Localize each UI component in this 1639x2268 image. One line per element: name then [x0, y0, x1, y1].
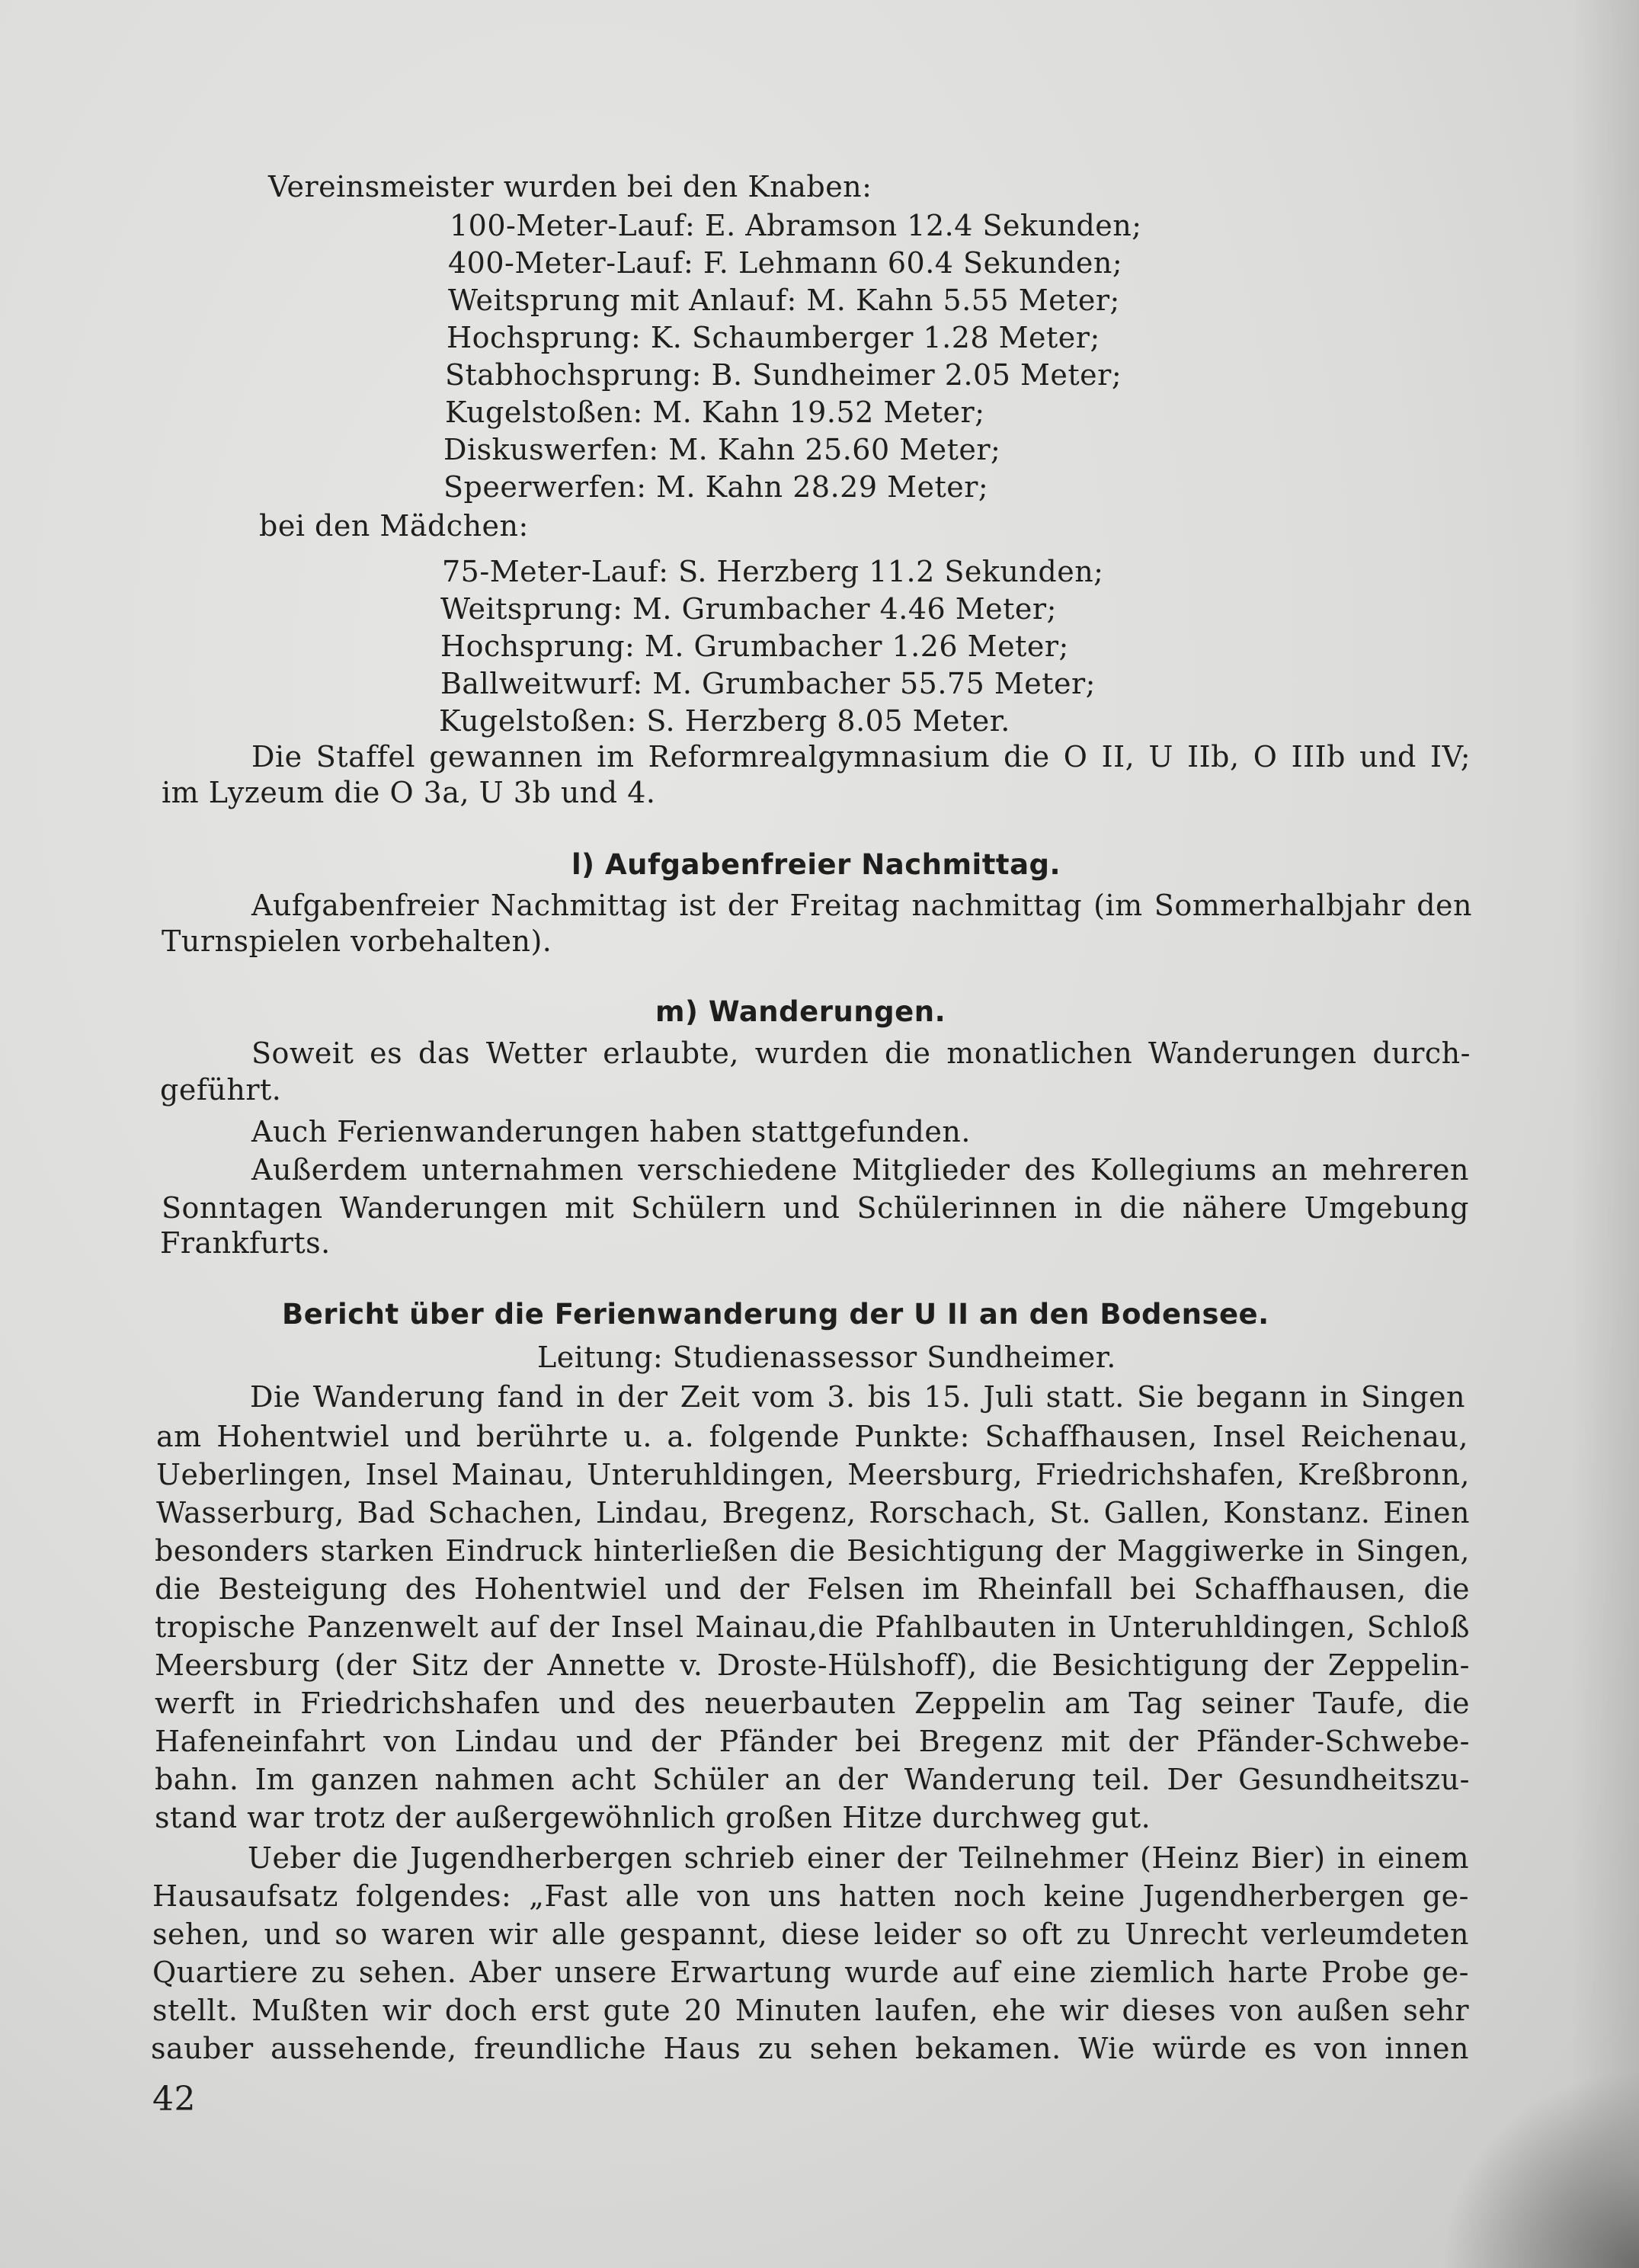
boys-result-shot-put: Kugelstoßen: M. Kahn 19.52 Meter; — [445, 396, 985, 429]
girls-intro: bei den Mädchen: — [259, 509, 529, 543]
report-line-9: werft in Friedrichshafen und des neuerbauten Zeppelin am Tag seiner Taufe, die — [155, 1687, 1470, 1720]
section-l-heading: l) Aufgabenfreier Nachmittag. — [571, 848, 1061, 881]
boys-intro: Vereinsmeister wurden bei den Knaben: — [268, 170, 872, 203]
section-m-line-6: Frankfurts. — [160, 1226, 331, 1260]
boys-result-long-jump: Weitsprung mit Anlauf: M. Kahn 5.55 Meter; — [448, 284, 1120, 317]
report-line-4: Wasserburg, Bad Schachen, Lindau, Bregenz, Rorschach, St. Gallen, Konstanz. Einen — [156, 1496, 1470, 1530]
section-m-heading: m) Wanderungen. — [655, 995, 946, 1028]
report-line-3: Ueberlingen, Insel Mainau, Unteruhldingen, Meersburg, Friedrichshafen, Kreßbronn, — [156, 1458, 1470, 1491]
report-line-6: die Besteigung des Hohentwiel und der Felsen im Rheinfall bei Schaffhausen, die — [155, 1572, 1470, 1606]
girls-result-long-jump: Weitsprung: M. Grumbacher 4.46 Meter; — [440, 592, 1057, 626]
report-line-1: Die Wanderung fand in der Zeit vom 3. bis 15. Juli statt. Sie begann in Singen — [250, 1380, 1465, 1414]
relay-line-2: im Lyzeum die O 3a, U 3b und 4. — [162, 776, 656, 809]
report-line-12: stand war trotz der außergewöhnlich großen Hitze durchweg gut. — [155, 1801, 1151, 1834]
relay-line-1: Die Staffel gewannen im Reformrealgymnasium die O II, U IIb, O IIIb und IV; — [251, 740, 1471, 774]
boys-result-discus: Diskuswerfen: M. Kahn 25.60 Meter; — [443, 433, 1001, 466]
report-line-5: besonders starken Eindruck hinterließen die Besichtigung der Maggiwerke in Singen, — [155, 1534, 1470, 1568]
report-line-10: Hafeneinfahrt von Lindau und der Pfänder bei Bregenz mit der Pfänder-Schwebe- — [155, 1725, 1470, 1758]
page-shadow — [1570, 0, 1639, 2268]
report-line-18: sauber aussehende, freundliche Haus zu sehen bekamen. Wie würde es von innen — [151, 2032, 1469, 2065]
report-line-14: Hausaufsatz folgendes: „Fast alle von uns hatten noch keine Jugendherbergen ge- — [152, 1879, 1469, 1913]
section-m-line-2: geführt. — [160, 1073, 282, 1107]
section-l-line-2: Turnspielen vorbehalten). — [162, 924, 552, 958]
section-m-line-4: Außerdem unternahmen verschiedene Mitglieder des Kollegiums an mehreren — [251, 1153, 1469, 1187]
boys-result-high-jump: Hochsprung: K. Schaumberger 1.28 Meter; — [447, 321, 1100, 354]
report-line-8: Meersburg (der Sitz der Annette v. Droste-Hülshoff), die Besichtigung der Zeppelin- — [155, 1648, 1470, 1682]
report-line-2: am Hohentwiel und berührte u. a. folgende Punkte: Schaffhausen, Insel Reichenau, — [156, 1420, 1468, 1453]
report-line-7: tropische Panzenwelt auf der Insel Mainau,die Pfahlbauten in Unteruhldingen, Schloß — [155, 1610, 1470, 1644]
girls-result-high-jump: Hochsprung: M. Grumbacher 1.26 Meter; — [440, 629, 1069, 663]
girls-result-shot-put: Kugelstoßen: S. Herzberg 8.05 Meter. — [439, 704, 1010, 738]
section-m-line-1: Soweit es das Wetter erlaubte, wurden die monatlichen Wanderungen durch- — [251, 1036, 1471, 1070]
section-l-line-1: Aufgabenfreier Nachmittag ist der Freitag nachmittag (im Sommerhalbjahr den — [251, 889, 1472, 922]
girls-result-ball-throw: Ballweitwurf: M. Grumbacher 55.75 Meter; — [440, 667, 1096, 700]
boys-result-pole-vault: Stabhochsprung: B. Sundheimer 2.05 Meter; — [445, 358, 1122, 392]
page-corner-curl — [1441, 2070, 1639, 2268]
report-line-11: bahn. Im ganzen nahmen acht Schüler an der Wanderung teil. Der Gesundheitszu- — [155, 1763, 1470, 1796]
report-line-13: Ueber die Jugendherbergen schrieb einer der Teilnehmer (Heinz Bier) in einem — [248, 1841, 1469, 1875]
report-subheading: Leitung: Studienassessor Sundheimer. — [537, 1341, 1116, 1374]
report-line-16: Quartiere zu sehen. Aber unsere Erwartung wurde auf eine ziemlich harte Probe ge- — [152, 1956, 1469, 1989]
report-line-17: stellt. Mußten wir doch erst gute 20 Minuten laufen, ehe wir dieses von außen sehr — [152, 1994, 1469, 2027]
boys-result-javelin: Speerwerfen: M. Kahn 28.29 Meter; — [443, 470, 989, 504]
report-heading: Bericht über die Ferienwanderung der U II an den Bodensee. — [282, 1298, 1269, 1331]
section-m-line-5: Sonntagen Wanderungen mit Schülern und Schülerinnen in die nähere Umgebung — [162, 1191, 1469, 1225]
girls-result-75m: 75-Meter-Lauf: S. Herzberg 11.2 Sekunden; — [442, 555, 1104, 588]
page-number: 42 — [152, 2080, 196, 2119]
report-line-15: sehen, und so waren wir alle gespannt, diese leider so oft zu Unrecht verleumdeten — [152, 1917, 1469, 1951]
boys-result-100m: 100-Meter-Lauf: E. Abramson 12.4 Sekunden; — [450, 209, 1142, 242]
section-m-line-3: Auch Ferienwanderungen haben stattgefunden. — [251, 1115, 971, 1148]
boys-result-400m: 400-Meter-Lauf: F. Lehmann 60.4 Sekunden; — [448, 246, 1123, 280]
